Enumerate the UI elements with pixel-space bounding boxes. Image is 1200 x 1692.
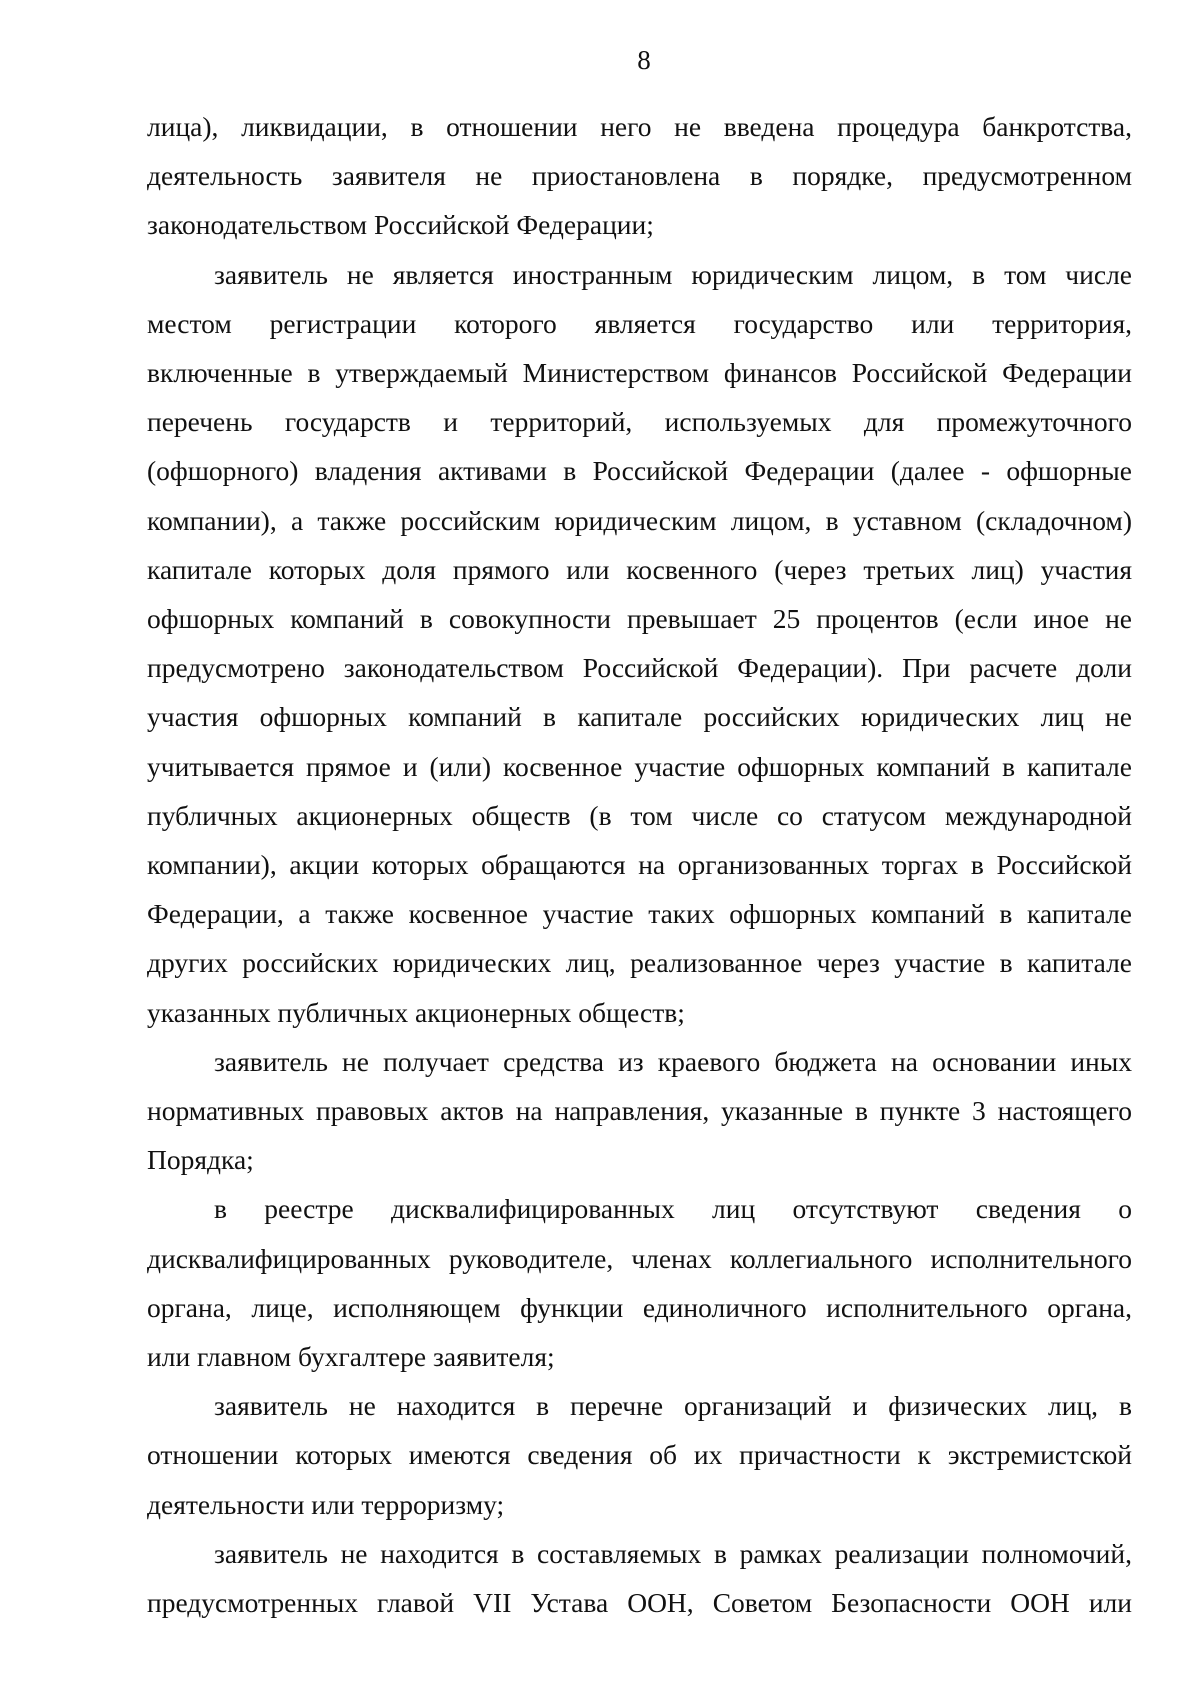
text-line: органа, лице, исполняющем функции единоличного исполнительного органа, — [147, 1291, 1132, 1323]
paragraph-regional-budget — [147, 1037, 1132, 1185]
text-line: капитале которых доля прямого или косвенного (через третьих лиц) участия — [147, 553, 1132, 585]
text-line: деятельности или терроризму; — [147, 1488, 505, 1520]
text-line: отношении которых имеются сведения об их причастности к экстремистской — [147, 1439, 1132, 1471]
text-line: офшорных компаний в совокупности превышает 25 процентов (если иное не — [147, 603, 1132, 635]
text-line: (офшорного) владения активами в Российской Федерации (далее - офшорные — [147, 455, 1132, 487]
text-line: публичных акционерных обществ (в том числе со статусом международной — [147, 799, 1132, 831]
paragraph-offshore — [147, 250, 1132, 1037]
text-line: компании), а также российским юридическим лицом, в уставном (складочном) — [147, 504, 1132, 536]
text-line: заявитель не получает средства из краевого бюджета на основании иных — [214, 1045, 1132, 1077]
text-line: дисквалифицированных руководителе, членах коллегиального исполнительного — [147, 1242, 1132, 1274]
text-line: Порядка; — [147, 1144, 254, 1176]
text-line: местом регистрации которого является государство или территория, — [147, 307, 1132, 339]
text-line: указанных публичных акционерных обществ; — [147, 996, 685, 1028]
document-body — [147, 102, 1132, 1627]
paragraph-disqualified-registry — [147, 1184, 1132, 1381]
text-line: участия офшорных компаний в капитале российских юридических лиц не — [147, 701, 1132, 733]
text-line: заявитель не находится в составляемых в рамках реализации полномочий, — [214, 1537, 1132, 1569]
text-line: компании), акции которых обращаются на организованных торгах в Российской — [147, 849, 1132, 881]
text-line: перечень государств и территорий, используемых для промежуточного — [147, 406, 1132, 438]
text-line: предусмотренных главой VII Устава ООН, Советом Безопасности ООН или — [147, 1587, 1132, 1619]
text-line: в реестре дисквалифицированных лиц отсутствуют сведения о — [214, 1193, 1132, 1225]
paragraph-un-sanctions — [147, 1529, 1132, 1627]
text-line: деятельность заявителя не приостановлена в порядке, предусмотренном — [147, 160, 1132, 192]
text-line: других российских юридических лиц, реализованное через участие в капитале — [147, 947, 1132, 979]
text-line: заявитель не находится в перечне организаций и физических лиц, в — [214, 1390, 1132, 1422]
paragraph-extremism-list — [147, 1381, 1132, 1529]
text-line: предусмотрено законодательством Российской Федерации). При расчете доли — [147, 652, 1132, 684]
text-line: лица), ликвидации, в отношении него не введена процедура банкротства, — [147, 111, 1132, 142]
page-number: 8 — [637, 45, 651, 75]
paragraph-liquidation — [147, 102, 1132, 250]
text-line: Федерации, а также косвенное участие таких офшорных компаний в капитале — [147, 898, 1132, 930]
text-line: законодательством Российской Федерации; — [147, 209, 654, 241]
text-line: заявитель не является иностранным юридическим лицом, в том числе — [214, 258, 1132, 290]
text-line: включенные в утверждаемый Министерством финансов Российской Федерации — [147, 357, 1132, 389]
text-line: учитывается прямое и (или) косвенное участие офшорных компаний в капитале — [147, 750, 1132, 782]
text-line: или главном бухгалтере заявителя; — [147, 1341, 555, 1373]
text-line: нормативных правовых актов на направления, указанные в пункте 3 настоящего — [147, 1095, 1132, 1127]
